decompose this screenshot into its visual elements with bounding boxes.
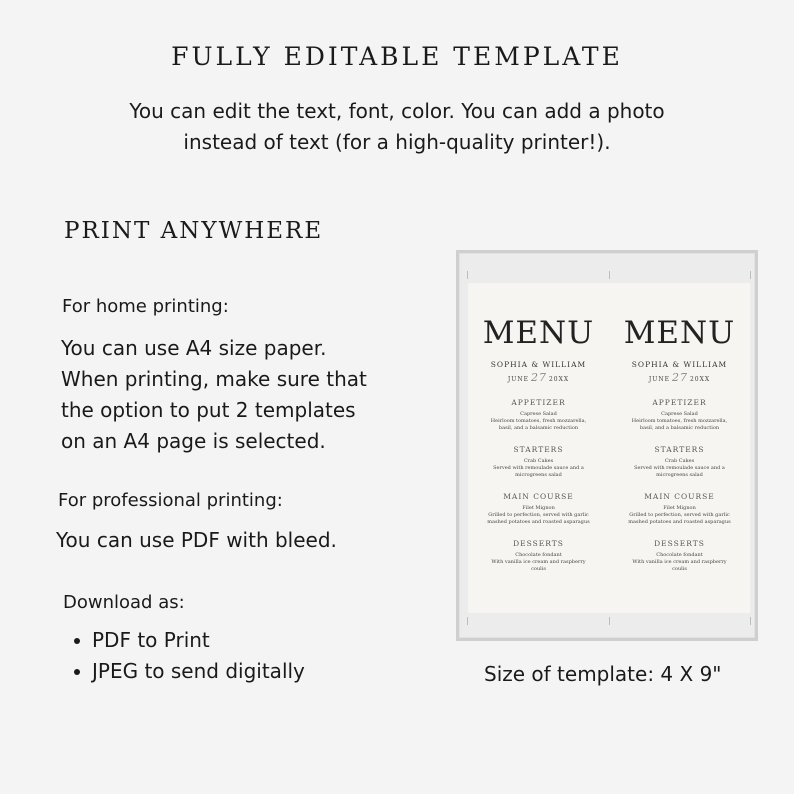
home-printing-text: You can use A4 size paper. When printing, make sure that the option to put 2 templates on an A4 page is selected. bbox=[61, 336, 367, 453]
date-year: 20XX bbox=[548, 376, 570, 383]
course-title: APPETIZER bbox=[652, 398, 707, 407]
course-dish: Chocolate fondant With vanilla ice cream and raspberry coulis bbox=[632, 552, 727, 572]
professional-printing-text: You can use PDF with bleed. bbox=[56, 528, 337, 552]
crop-mark bbox=[609, 271, 610, 279]
course-dish: Filet Mignon Grilled to perfection, served with garlic mashed potatoes and roasted asparagus bbox=[628, 505, 731, 525]
course-title: MAIN COURSE bbox=[503, 492, 574, 501]
date-month: JUNE bbox=[507, 376, 529, 383]
event-date bbox=[468, 371, 609, 384]
date-day: 27 bbox=[530, 371, 547, 384]
template-size-label: Size of template: 4 X 9" bbox=[484, 662, 722, 686]
course-title: STARTERS bbox=[513, 445, 564, 454]
course-title: DESSERTS bbox=[513, 539, 564, 548]
menu-heading: MENU bbox=[482, 315, 595, 351]
couple-names: SOPHIA & WILLIAM bbox=[490, 360, 587, 369]
course-dish: Caprese Salad Heirloom tomatoes, fresh mozzarella, basil, and a balsamic reduction bbox=[631, 411, 728, 431]
crop-mark bbox=[750, 617, 751, 625]
template-preview bbox=[456, 250, 758, 641]
date-month: JUNE bbox=[648, 376, 670, 383]
course-dish: Filet Mignon Grilled to perfection, served with garlic mashed potatoes and roasted asparagus bbox=[487, 505, 590, 525]
course-title: DESSERTS bbox=[654, 539, 705, 548]
download-list bbox=[72, 625, 305, 687]
course-dish: Chocolate fondant With vanilla ice cream and raspberry coulis bbox=[491, 552, 586, 572]
download-item: JPEG to send digitally bbox=[72, 656, 305, 687]
crop-mark bbox=[467, 617, 468, 625]
print-anywhere-heading: PRINT ANYWHERE bbox=[64, 218, 324, 244]
professional-printing-label: For professional printing: bbox=[58, 490, 283, 511]
course-title: MAIN COURSE bbox=[644, 492, 715, 501]
date-day: 27 bbox=[671, 371, 688, 384]
subtitle: You can edit the text, font, color. You can add a photo instead of text (for a high-quality printer!). bbox=[129, 99, 665, 154]
home-printing-label: For home printing: bbox=[62, 296, 229, 317]
download-label: Download as: bbox=[63, 592, 185, 613]
crop-mark bbox=[467, 271, 468, 279]
event-date bbox=[609, 371, 750, 384]
course-title: STARTERS bbox=[654, 445, 705, 454]
menu-card-left bbox=[468, 283, 609, 613]
menu-card-right bbox=[609, 283, 750, 613]
couple-names: SOPHIA & WILLIAM bbox=[631, 360, 728, 369]
date-year: 20XX bbox=[689, 376, 711, 383]
course-dish: Crab Cakes Served with remoulade sauce and a microgreens salad bbox=[493, 458, 584, 478]
page-title: FULLY EDITABLE TEMPLATE bbox=[171, 42, 623, 71]
course-dish: Crab Cakes Served with remoulade sauce and a microgreens salad bbox=[634, 458, 725, 478]
course-dish: Caprese Salad Heirloom tomatoes, fresh mozzarella, basil, and a balsamic reduction bbox=[490, 411, 587, 431]
menu-heading: MENU bbox=[623, 315, 736, 351]
course-title: APPETIZER bbox=[511, 398, 566, 407]
download-item: PDF to Print bbox=[72, 625, 305, 656]
crop-mark bbox=[750, 271, 751, 279]
crop-mark bbox=[609, 617, 610, 625]
